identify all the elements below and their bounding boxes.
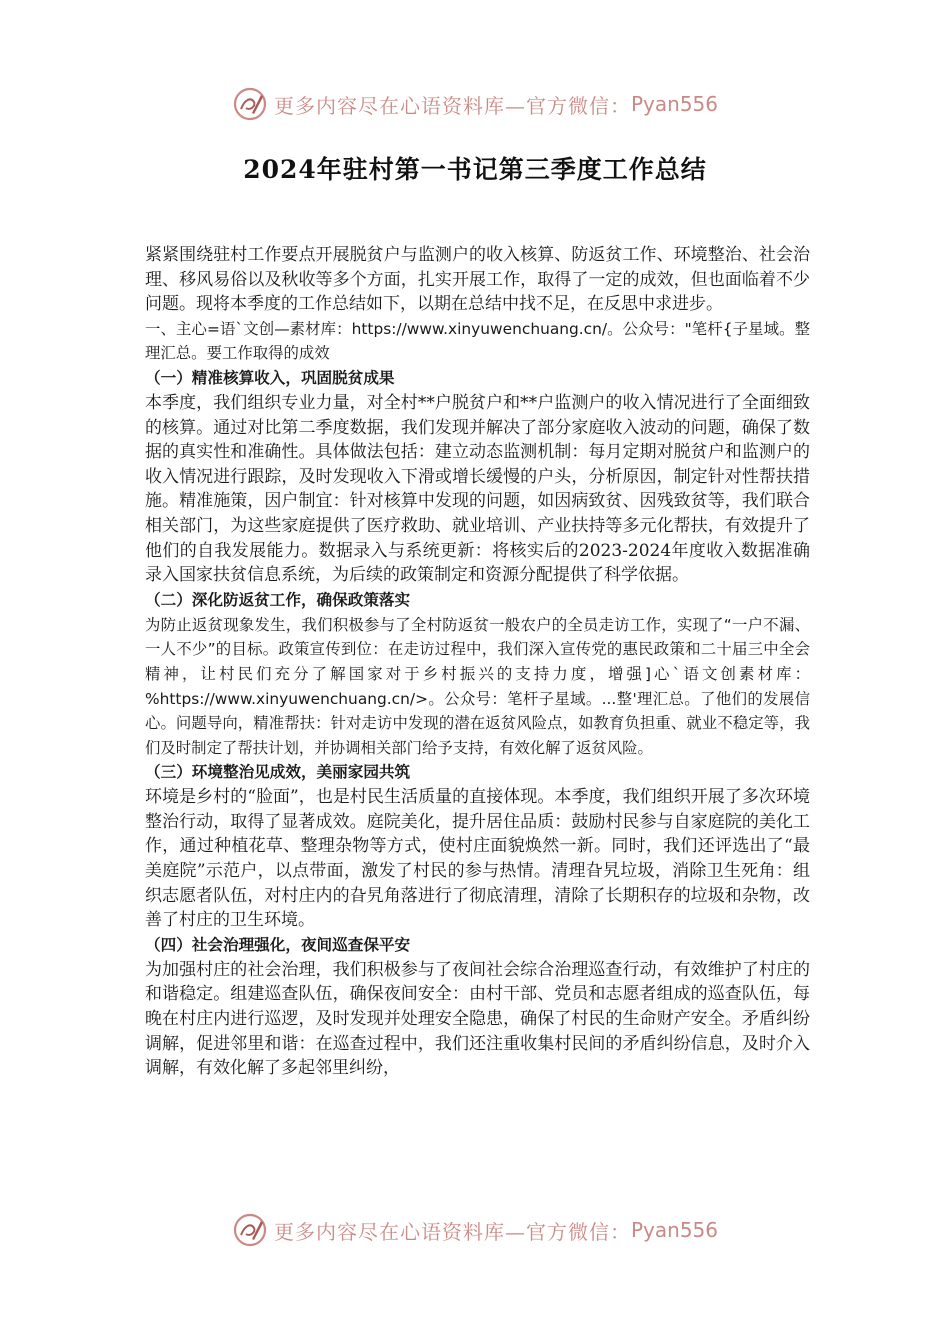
watermark-text: 更多内容尽在心语资料库—官方微信： — [273, 1219, 631, 1244]
document-title: 2024年驻村第一书记第三季度工作总结 — [243, 155, 707, 184]
subsection-1-body: 本季度，我们组织专业力量，对全村**户脱贫户和**户监测户的收入情况进行了全面细致的核算。通过对比第二季度数据，我们发现并解决了部分家庭收入波动的问题，确保了数据的真实性和准确性。具体做法包括：建立动态监测机制：每月定期对脱贫户和监测户的收入情况进行跟踪，及时发现收入下滑或增长缓慢的户头，分析原因，制定针对性帮扶措施。精准施策，因户制宜：针对核算中发现的问题，如因病致贫、因残致贫等，我们联合相关部门，为这些家庭提供了医疗救助、就业培训、产业扶持等多元化帮扶，有效提升了他们的自我发展能力。数据录入与系统更新：将核实后的2023-2024年度收入数据准确录入国家扶贫信息系统，为后续的政策制定和资源分配提供了科学依据。 — [145, 392, 810, 586]
intro-paragraph: 紧紧围绕驻村工作要点开展脱贫户与监测户的收入核算、防返贫工作、环境整治、社会治理、移风易俗以及秋收等多个方面，扎实开展工作，取得了一定的成效，但也面临着不少问题。现将本季度的工作总结如下，以期在总结中找不足，在反思中求进步。 — [145, 245, 810, 315]
subsection-3-heading: （三）环境整治见成效，美丽家园共筑 — [145, 763, 411, 782]
subsection-2-body: 为防止返贫现象发生，我们积极参与了全村防返贫一般农户的全员走访工作，实现了“一户不漏、一人不少”的目标。政策宣传到位：在走访过程中，我们深入宣传党的惠民政策和二十届三中全会精神，让村民们充分了解国家对于乡村振兴的支持力度，增强]心`语文创素材库：%https://www.xinyuwenchuang.cn/>。公众号：笔杆子星域。...整'理汇总。了他们的发展信心。问题导向，精准帮扶：针对走访中发现的潜在返贫风险点，如教育负担重、就业不稳定等，我们及时制定了帮扶计划，并协调相关部门给予支持，有效化解了返贫风险。 — [145, 615, 810, 757]
subsection-1-heading: （一）精准核算收入，巩固脱贫成果 — [145, 368, 395, 387]
signature-pen-logo-icon — [232, 86, 268, 122]
subsection-2-heading: （二）深化防返贫工作，确保政策落实 — [145, 590, 411, 609]
header-watermark-banner — [0, 84, 950, 124]
subsection-4-heading: （四）社会治理强化，夜间巡查保平安 — [145, 935, 411, 954]
footer-watermark-banner — [0, 1210, 950, 1250]
subsection-3-body: 环境是乡村的“脸面”，也是村民生活质量的直接体现。本季度，我们组织开展了多次环境整治行动，取得了显著成效。庭院美化，提升居住品质：鼓励村民参与自家庭院的美化工作，通过种植花草、整理杂物等方式，使村庄面貌焕然一新。同时，我们还评选出了“最美庭院”示范户，以点带面，激发了村民的参与热情。清理旮旯垃圾，消除卫生死角：组织志愿者队伍，对村庄内的旮旯角落进行了彻底清理，清除了长期积存的垃圾和杂物，改善了村庄的卫生环境。 — [145, 787, 810, 931]
document-body — [145, 243, 810, 1081]
section-1-heading: 一、主心=语`文创—素材库：https://www.xinyuwenchuang.cn/。公众号："笔杆{子星域。整理汇总。要工作取得的成效 — [145, 319, 810, 363]
watermark-handle: Pyan556 — [630, 1218, 718, 1242]
subsection-4-body: 为加强村庄的社会治理，我们积极参与了夜间社会综合治理巡查行动，有效维护了村庄的和谐稳定。组建巡查队伍，确保夜间安全：由村干部、党员和志愿者组成的巡查队伍，每晚在村庄内进行巡逻，及时发现并处理安全隐患，确保了村民的生命财产安全。矛盾纠纷调解，促进邻里和谐：在巡查过程中，我们还注重收集村民间的矛盾纠纷信息，及时介入调解，有效化解了多起邻里纠纷， — [145, 959, 810, 1079]
watermark-text: 更多内容尽在心语资料库—官方微信： — [273, 93, 631, 118]
watermark-handle: Pyan556 — [630, 92, 718, 116]
signature-pen-logo-icon — [232, 1212, 268, 1248]
